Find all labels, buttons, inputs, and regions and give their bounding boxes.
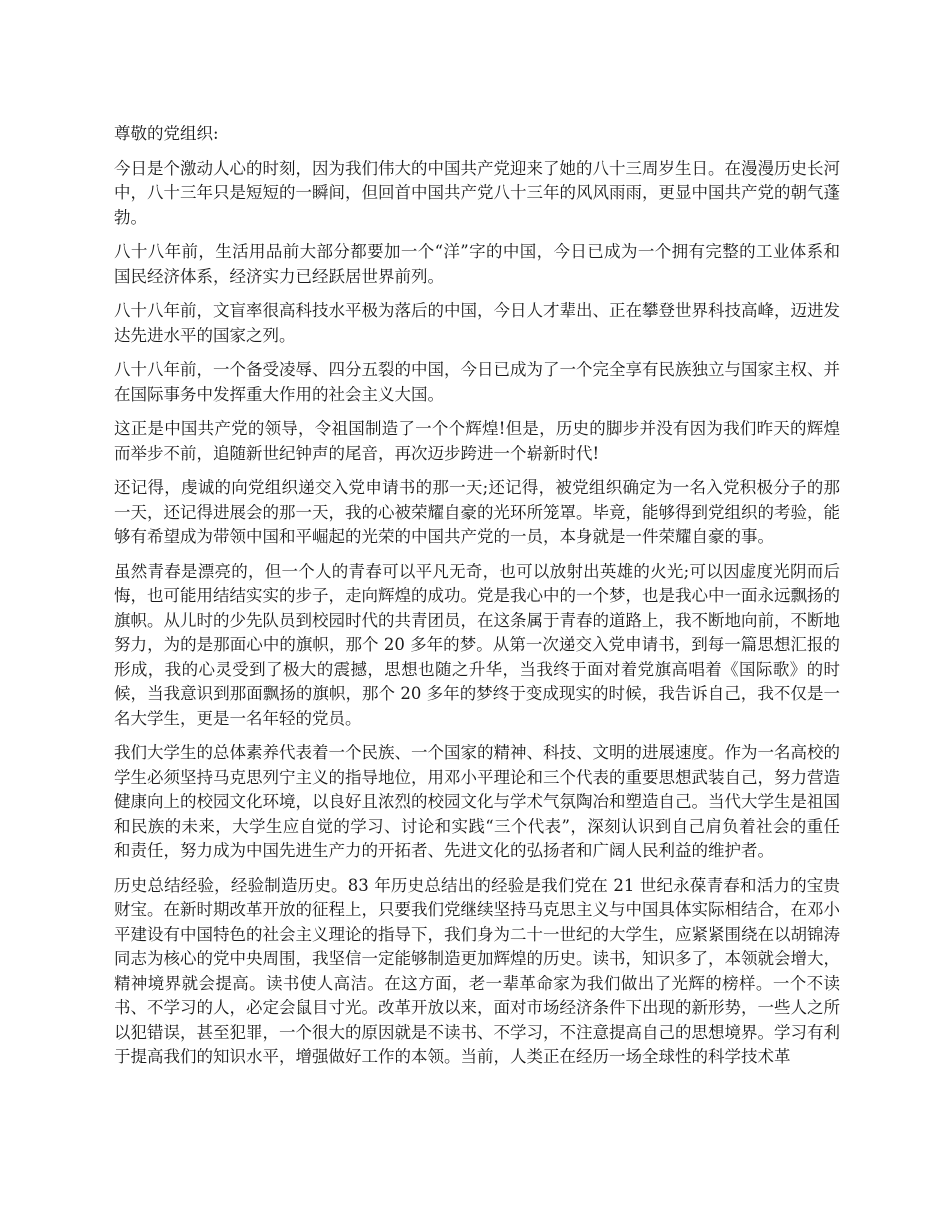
paragraph-1: 今日是个激动人心的时刻，因为我们伟大的中国共产党迎来了她的八十三周岁生日。在漫漫历史长河中，八十三年只是短短的一瞬间，但回首中国共产党八十三年的风风雨雨，更显中国共产党的朝气蓬勃。 (114, 158, 840, 227)
paragraph-9: 历史总结经验，经验制造历史。83 年历史总结出的经验是我们党在 21 世纪永葆青春和活力的宝贵财宝。在新时期改革开放的征程上，只要我们党继续坚持马克思主义与中国具体实际相结合，在邓小平建设有中国特色的社会主义理论的指导下，我们身为二十一世纪的大学生，应紧紧围绕在以胡锦涛同志为核心的党中央周围，我坚信一定能够制造更加辉煌的历史。读书，知识多了，本领就会增大，精神境界就会提高。读书使人高洁。在这方面，老一辈革命家为我们做出了光辉的榜样。一个不读书、不学习的人，必定会鼠目寸光。改革开放以来，面对市场经济条件下出现的新形势，一些人之所以犯错误，甚至犯罪，一个很大的原因就是不读书、不学习，不注意提高自己的思想境界。学习有利于提高我们的知识水平，增强做好工作的本领。当前，人类正在经历一场全球性的科学技术革 (114, 875, 840, 1066)
document-page (114, 122, 840, 1080)
paragraph-3: 八十八年前，文盲率很高科技水平极为落后的中国，今日人才辈出、正在攀登世界科技高峰，迈进发达先进水平的国家之列。 (114, 301, 840, 345)
paragraph-8: 我们大学生的总体素养代表着一个民族、一个国家的精神、科技、文明的进展速度。作为一名高校的学生必须坚持马克思列宁主义的指导地位，用邓小平理论和三个代表的重要思想武装自己，努力营造健康向上的校园文化环境，以良好且浓烈的校园文化与学术气氛陶冶和塑造自己。当代大学生是祖国和民族的未来，大学生应自觉的学习、讨论和实践“三个代表”，深刻认识到自己肩负着社会的重任和责任，努力成为中国先进生产力的开拓者、先进文化的弘扬者和广阔人民利益的维护者。 (114, 743, 840, 860)
paragraph-5: 这正是中国共产党的领导，令祖国制造了一个个辉煌!但是，历史的脚步并没有因为我们昨天的辉煌而举步不前，追随新世纪钟声的尾音，再次迈步跨进一个崭新时代! (114, 419, 840, 463)
paragraph-6: 还记得，虔诚的向党组织递交入党申请书的那一天;还记得，被党组织确定为一名入党积极分子的那一天，还记得进展会的那一天，我的心被荣耀自豪的光环所笼罩。毕竟，能够得到党组织的考验，能够有希望成为带领中国和平崛起的光荣的中国共产党的一员，本身就是一件荣耀自豪的事。 (114, 478, 840, 546)
salutation: 尊敬的党组织: (114, 124, 219, 143)
paragraph-2: 八十八年前，生活用品前大部分都要加一个“洋”字的中国，今日已成为一个拥有完整的工业体系和国民经济体系，经济实力已经跃居世界前列。 (114, 242, 840, 286)
paragraph-4: 八十八年前，一个备受凌辱、四分五裂的中国，今日已成为了一个完全享有民族独立与国家主权、并在国际事务中发挥重大作用的社会主义大国。 (114, 360, 840, 404)
paragraph-7: 虽然青春是漂亮的，但一个人的青春可以平凡无奇，也可以放射出英雄的火光;可以因虚度光阴而后悔，也可能用结结实实的步子，走向辉煌的成功。党是我心中的一个梦，也是我心中一面永远飘扬的旗帜。从儿时的少先队员到校园时代的共青团员，在这条属于青春的道路上，我不断地向前，不断地努力，为的是那面心中的旗帜，那个 20 多年的梦。从第一次递交入党申请书，到每一篇思想汇报的形成，我的心灵受到了极大的震撼，思想也随之升华，当我终于面对着党旗高唱着《国际歌》的时候，当我意识到那面飘扬的旗帜，那个 20 多年的梦终于变成现实的时候，我告诉自己，我不仅是一名大学生，更是一名年轻的党员。 (114, 561, 840, 728)
